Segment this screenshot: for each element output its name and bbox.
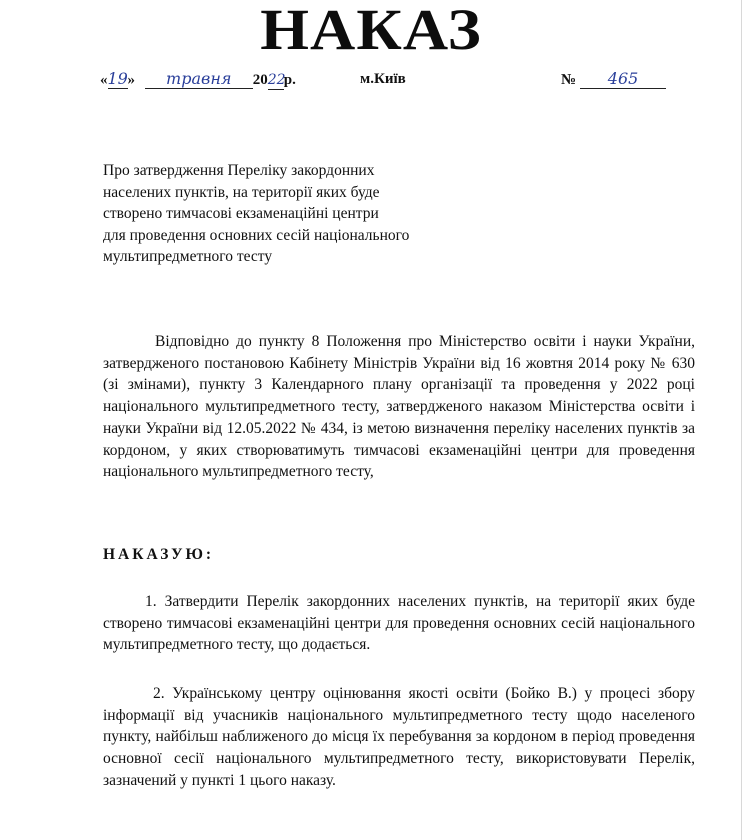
subject-line: для проведення основних сесій національного xyxy=(103,226,410,244)
date-open-quote: « xyxy=(100,72,108,88)
city: м.Київ xyxy=(360,71,406,87)
date-year-unit: р. xyxy=(283,72,296,88)
date-year-suffix: 22 xyxy=(267,72,286,88)
date-month: травня xyxy=(145,70,253,89)
document-title: НАКАЗ xyxy=(260,0,482,62)
subject-line: мультипредметного тесту xyxy=(103,248,273,265)
date-close-quote: » xyxy=(127,72,135,88)
number-label: № xyxy=(561,72,577,88)
preamble-paragraph: Відповідно до пункту 8 Положення про Міністерство освіти і науки України, затвердженого постановою Кабінету Міністрів України від 16 жовтня 2014 року № 630 (зі змінами), пункту 3 Календарного плану організації та проведення у 2022 році національного мультипредметного тесту, затвердженого наказом Міністерства освіти і науки України від 12.05.2022 № 434, із метою визначення переліку населених пунктів за кордоном, у яких створюватимуть тимчасові екзаменаційні центри для проведення національного мультипредметного тесту, xyxy=(103,333,695,481)
date-line xyxy=(100,70,296,90)
number-value: 465 xyxy=(580,70,666,89)
order-word: НАКАЗУЮ: xyxy=(103,546,215,563)
subject-line: населених пунктів, на території яких буде xyxy=(103,183,380,201)
date-day: 19 xyxy=(107,69,128,88)
subject-line: створено тимчасові екзаменаційні центри xyxy=(103,205,379,222)
order-subject xyxy=(103,160,483,268)
order-item-1: 1. Затвердити Перелік закордонних населених пунктів, на території яких буде створено тимчасові екзаменаційні центри для проведення основних сесій національного мультипредметного тесту, що додається. xyxy=(103,593,695,654)
order-number xyxy=(561,70,666,89)
subject-line: Про затвердження Переліку закордонних xyxy=(103,162,375,179)
order-item-2: 2. Українському центру оцінювання якості освіти (Бойко В.) у процесі збору інформації від учасників національного мультипредметного тесту щодо населеного пункту, найбільш наближеного до місця їх перебування за кордоном в період проведення основної сесії національного мультипредметного тесту, використовувати Перелік, зазначений у пункті 1 цього наказу. xyxy=(103,685,695,789)
date-year-prefix: 20 xyxy=(252,72,268,88)
